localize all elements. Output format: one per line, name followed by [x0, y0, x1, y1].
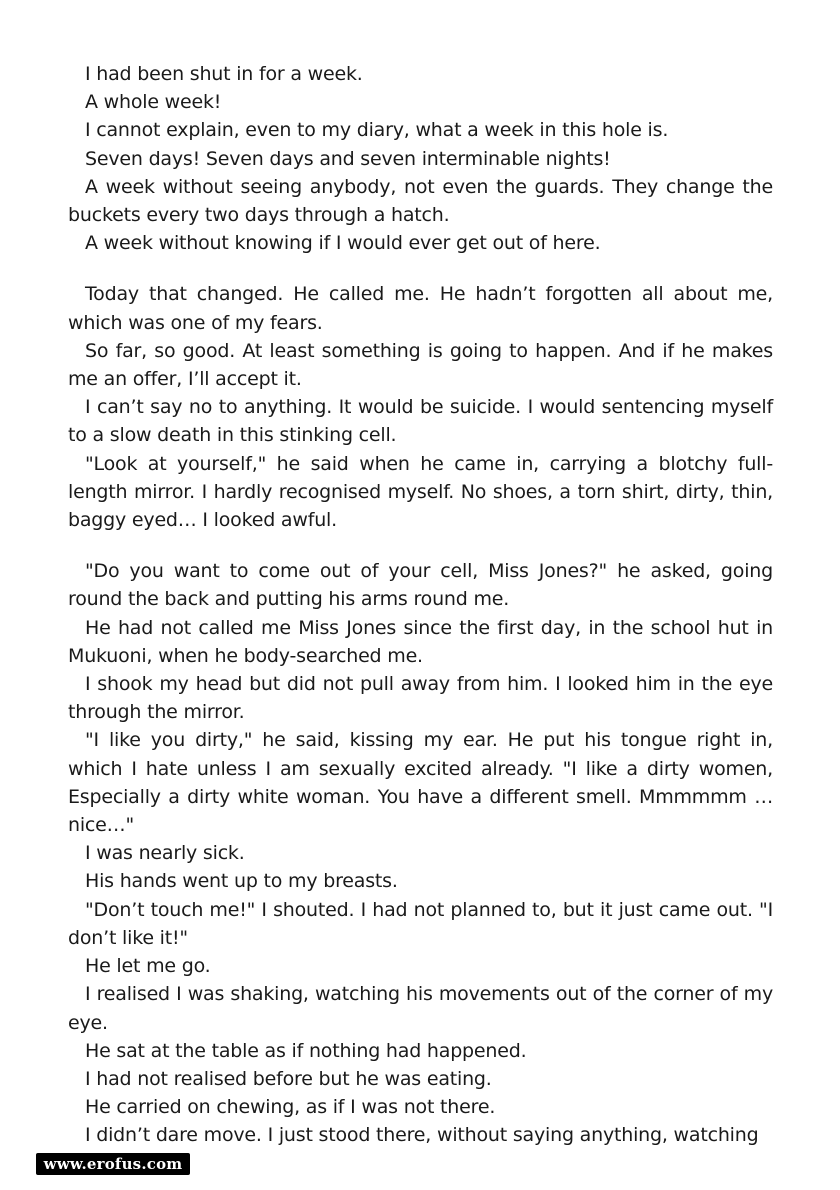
paragraph-20: He sat at the table as if nothing had happened.	[85, 1039, 527, 1062]
paragraph-4: Seven days! Seven days and seven interminable nights!	[85, 147, 611, 170]
paragraph-11: "Do you want to come out of your cell, Miss Jones?" he asked, going round the back and putting his arms round me.	[68, 560, 773, 611]
paragraph-15: I was nearly sick.	[85, 842, 245, 865]
paragraph-13: I shook my head but did not pull away from him. I looked him in the eye through the mirror.	[68, 673, 773, 724]
paragraph-14: "I like you dirty," he said, kissing my ear. He put his tongue right in, which I hate unless I am sexually excited already. "I like a dirty women, Especially a dirty white woman. You have a different smell. Mmmmmm … nice…"	[68, 729, 773, 837]
paragraph-7: Today that changed. He called me. He hadn’t forgotten all about me, which was one of my fears.	[68, 283, 773, 334]
paragraph-21: I had not realised before but he was eating.	[85, 1067, 492, 1090]
paragraph-12: He had not called me Miss Jones since the first day, in the school hut in Mukuoni, when he body-searched me.	[68, 616, 773, 667]
paragraph-2: A whole week!	[85, 91, 222, 114]
paragraph-19: I realised I was shaking, watching his movements out of the corner of my eye.	[68, 983, 773, 1034]
paragraph-16: His hands went up to my breasts.	[85, 870, 398, 893]
section-gap-1	[68, 257, 773, 280]
paragraph-10: "Look at yourself," he said when he came in, carrying a blotchy full-length mirror. I hardly recognised myself. No shoes, a torn shirt, dirty, thin, baggy eyed… I looked awful.	[68, 452, 773, 532]
paragraph-22: He carried on chewing, as if I was not there.	[85, 1096, 496, 1119]
paragraph-18: He let me go.	[85, 955, 211, 978]
paragraph-3: I cannot explain, even to my diary, what a week in this hole is.	[85, 119, 669, 142]
paragraph-9: I can’t say no to anything. It would be suicide. I would sentencing myself to a slow death in this stinking cell.	[68, 396, 773, 447]
watermark-text: www.erofus.com	[43, 1155, 183, 1173]
paragraph-1: I had been shut in for a week.	[85, 63, 363, 85]
paragraph-23: I didn’t dare move. I just stood there, without saying anything, watching	[85, 1124, 759, 1147]
paragraph-5: A week without seeing anybody, not even the guards. They change the buckets every two days through a hatch.	[68, 175, 773, 227]
paragraph-6: A week without knowing if I would ever get out of here.	[85, 232, 601, 255]
watermark-badge	[36, 1153, 190, 1175]
document-page	[68, 60, 773, 1150]
section-gap-2	[68, 534, 773, 557]
paragraph-8: So far, so good. At least something is going to happen. And if he makes me an offer, I’ll accept it.	[68, 339, 773, 391]
paragraph-17: "Don’t touch me!" I shouted. I had not planned to, but it just came out. "I don’t like it!"	[68, 898, 773, 949]
